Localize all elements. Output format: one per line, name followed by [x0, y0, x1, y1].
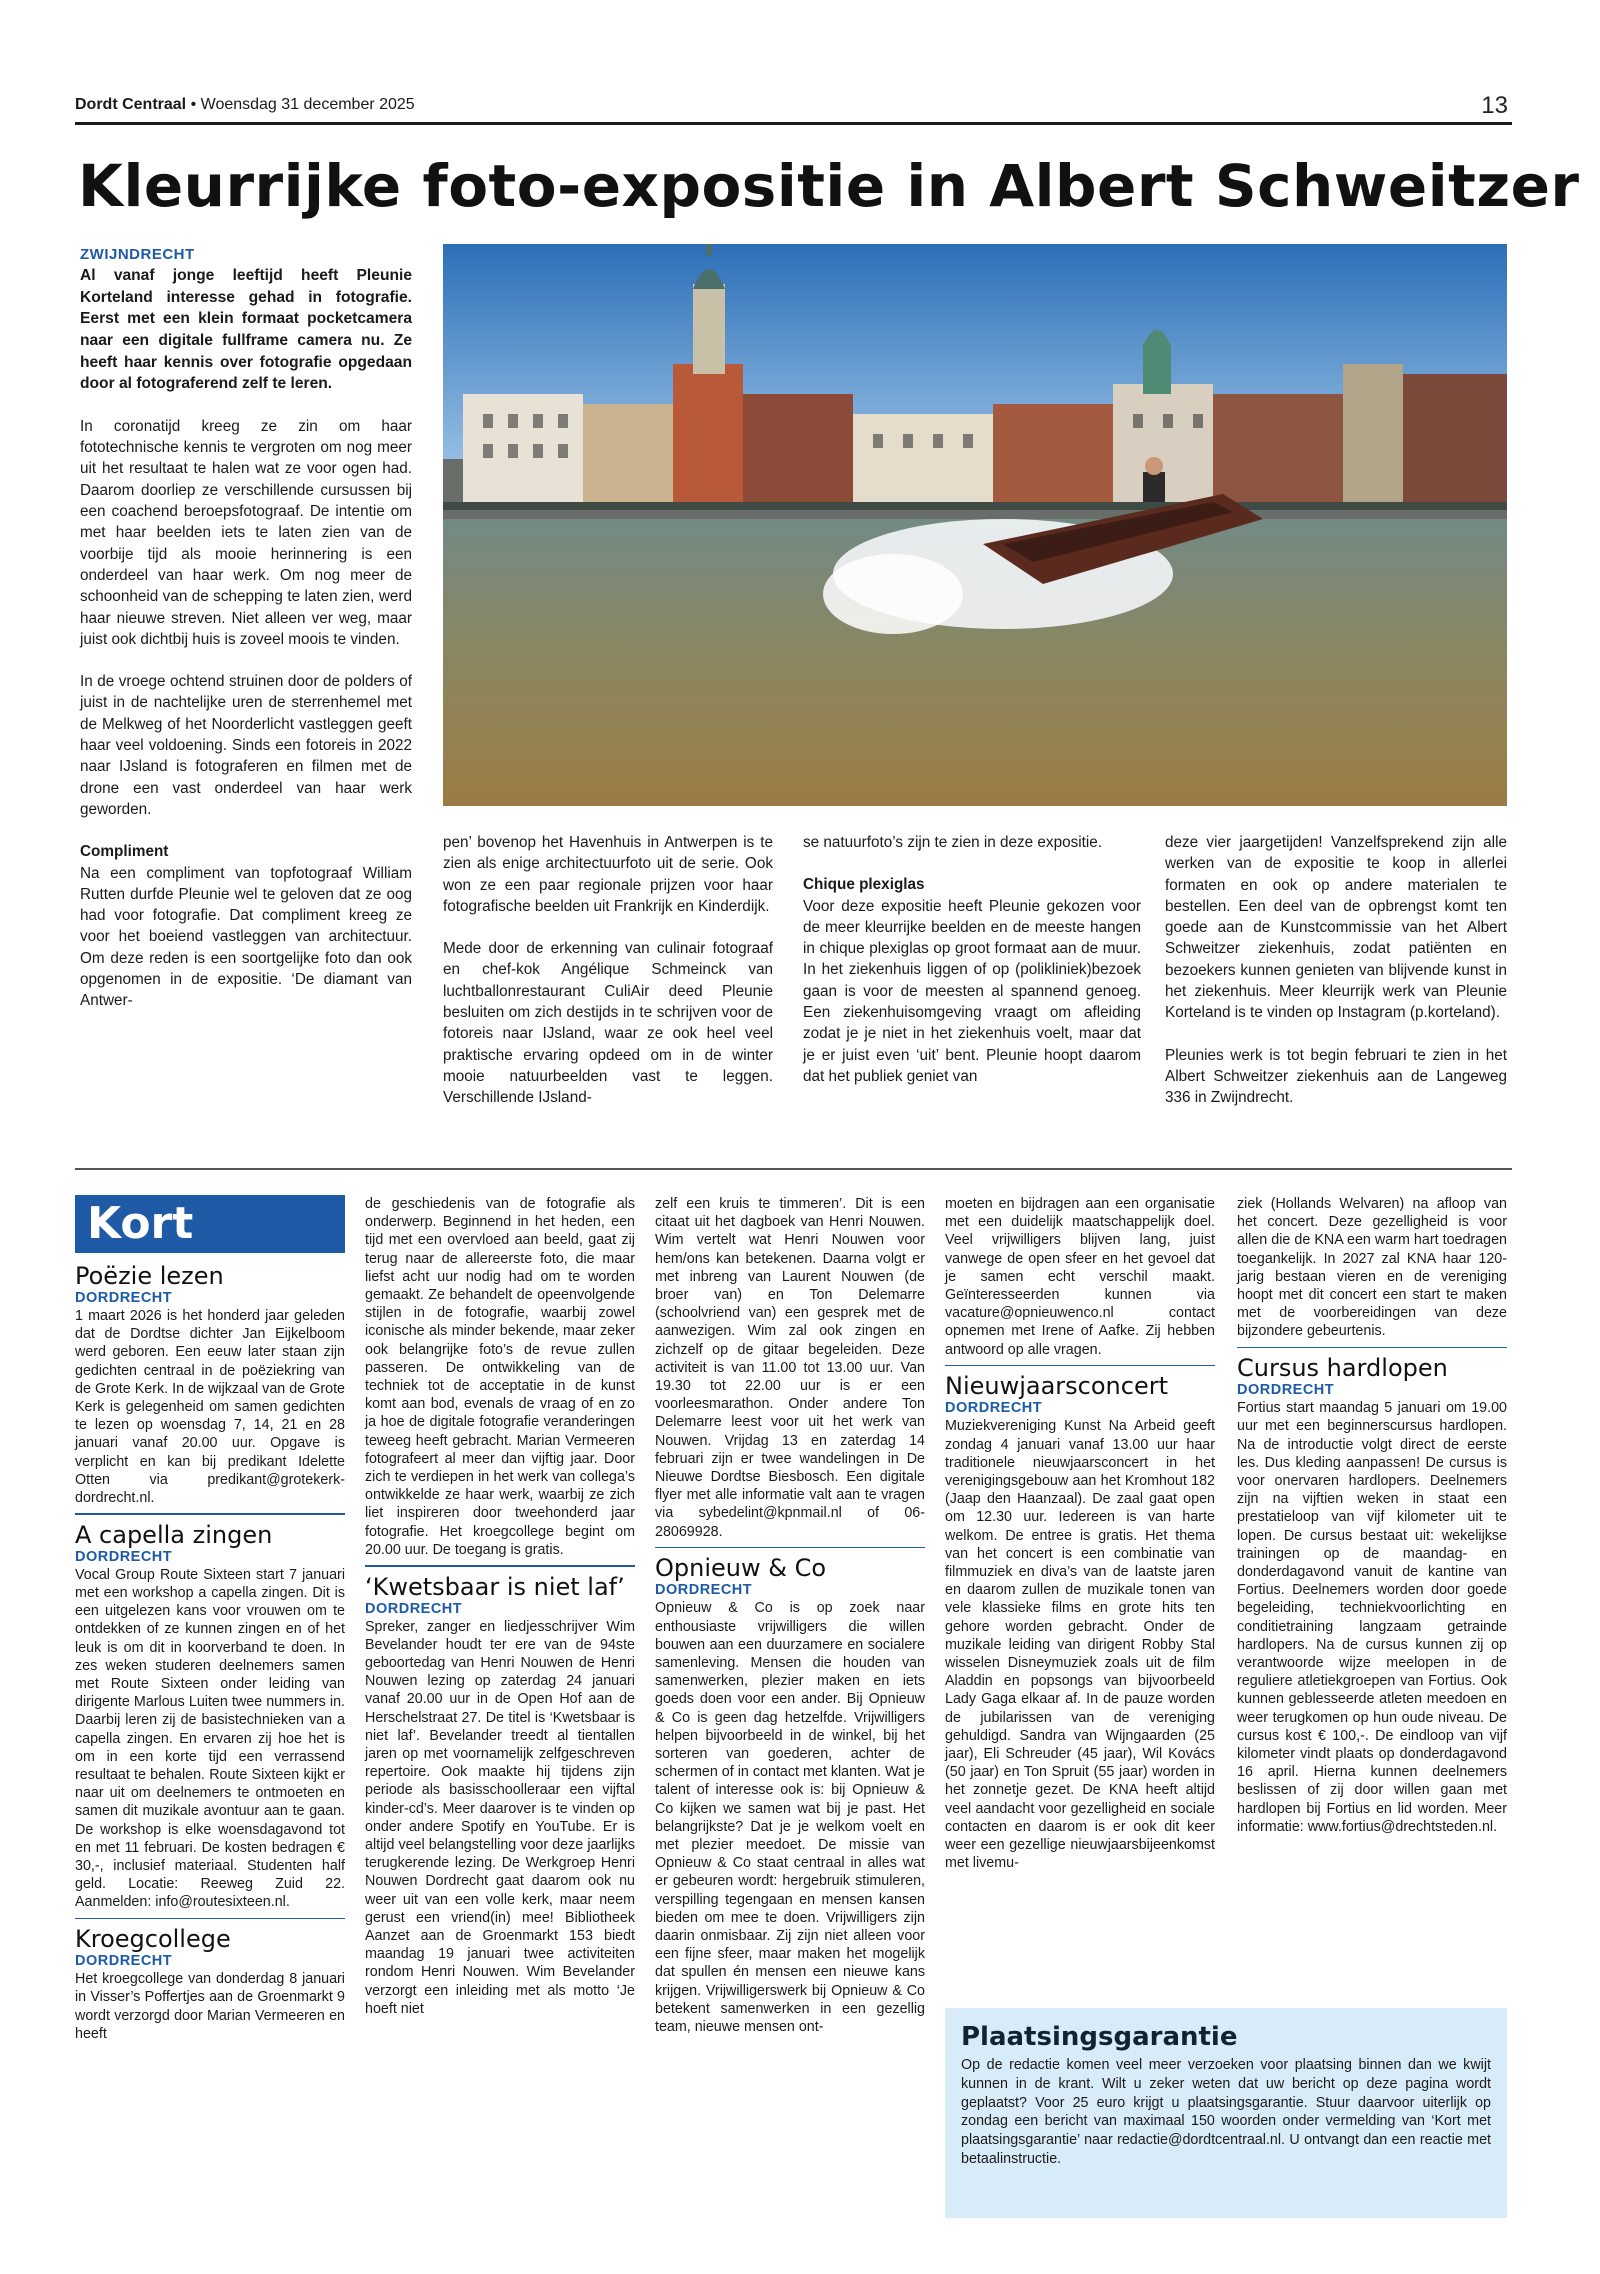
brief-place: DORDRECHT [1237, 1382, 1335, 1399]
brief-title: Nieuwjaarsconcert [945, 1372, 1169, 1401]
kort-column-4 [945, 1195, 1215, 1872]
brief-title: Opnieuw & Co [655, 1554, 827, 1583]
article-paragraph: se natuurfoto’s zijn te zien in deze expositie. [803, 834, 1103, 851]
article-paragraph: In de vroege ochtend struinen door de polders of juist in de nachtelijke uren de sterrenhemel met de Melkweg of het Noorderlicht vastleggen geeft haar veel voldoening. Sinds een fotoreis in 2022 naar IJsland is fotograferen en filmen met de drone een vast onderdeel van haar werk geworden. [80, 673, 412, 818]
header-divider [75, 122, 1512, 125]
brief-place: DORDRECHT [75, 1290, 173, 1306]
brief-text: zelf een kruis te timmeren’. Dit is een citaat uit het dagboek van Henri Nouwen. Wim vertelt wat Henri Nouwen voor hem/ons kan betekenen. Daarna volgt er met inbreng van Laurent Nouwen (de broer van) en Ton Delemarre (schoolvriend van) een gesprek met de aanwezigen. Wim zal ook zingen en zichzelf op de gitaar begeleiden. Deze activiteit is van 11.00 tot 13.00 uur. Van 19.30 tot 22.00 uur is er een voorleesmarathon. Onder andere Ton Delemarre leest voor uit het werk van Nouwen. Vrijdag 13 en zaterdag 14 februari zijn er twee wandelingen in De Nieuwe Dordtse Biesbosch. Een digitale flyer met alle informatie valt aan te vragen via sybedelint@kpnmail.nl of 06-28069928. [655, 1196, 925, 1540]
subheading-plexiglas: Chique plexiglas [803, 876, 925, 894]
brief-divider [75, 1513, 345, 1515]
article-paragraph: Voor deze expositie heeft Pleunie gekozen voor de meer kleurrijke beelden en de meeste hangen in chique plexiglas op groot formaat aan de muur. In het ziekenhuis liggen of op (polikliniek)bezoek gaan is voor de meesten al spannend genoeg. Een ziekenhuisomgeving vraagt om afleiding zodat je je niet in het ziekenhuis voelt, maar dat je er juist even ‘uit’ bent. Pleunie hoopt daarom dat het publiek geniet van [803, 897, 1141, 1085]
brief-text: Fortius start maandag 5 januari om 19.00 uur met een beginnerscursus hardlopen. Na de introductie volgt direct de eerste les. Dus kleding aanpassen! De cursus is voor onervaren hardlopers. Deelnemers zijn na vijftien weken in staat een prestatieloop van vijf kilometer uit te lopen. De cursus bestaat uit: wekelijkse trainingen op de maandag- en donderdagavond vanuit de kantine van Fortius. Deelnemers worden door goede begeleiding, techniekvoorlichting en conditietraining langzaam getrainde hardlopers. Na de cursus kunnen zij op verantwoorde wijze meelopen in de reguliere atletiekgroepen van Fortius. Ook kunnen geblesseerde atleten meedoen en weer terugkomen op hun oude niveau. De cursus kost € 100,-. De eindloop van vijf kilometer vindt plaats op donderdagavond 16 april. Hierna kunnen deelnemers beslissen of zij door willen gaan met hardlopen bij Fortius en lid worden. Meer informatie: www.fortius@drechtsteden.nl. [1237, 1400, 1507, 1835]
article-paragraph: Pleunies werk is tot begin februari te zien in het Albert Schweitzer ziekenhuis aan de Langeweg 336 in Zwijndrecht. [1165, 1046, 1507, 1107]
brief-divider [945, 1365, 1215, 1367]
subheading-compliment: Compliment [80, 843, 169, 861]
brief-place: DORDRECHT [75, 1548, 173, 1565]
brief-title: Poëzie lezen [75, 1262, 224, 1290]
kort-section-label: Kort [75, 1195, 345, 1253]
kort-column-2 [365, 1195, 635, 2018]
brief-title: A capella zingen [75, 1520, 273, 1549]
brief-divider [75, 1918, 345, 1920]
brief-title: Kroegcollege [75, 1925, 231, 1954]
brief-place: DORDRECHT [945, 1400, 1043, 1417]
brief-place: DORDRECHT [365, 1600, 463, 1617]
article-column-3 [803, 832, 1141, 1108]
brief-text: 1 maart 2026 is het honderd jaar geleden dat de Dordtse dichter Jan Eijkelboom werd geboren. Een eeuw later staan zijn gedichten centraal in de poëziekring van de Grote Kerk. In de wijkzaal van de Grote Kerk is gelegenheid om samen gedichten te lezen op woensdag 7, 14, 21 en 28 januari vanaf 20.00 uur. Opgave is verplicht en kan bij predikant Idelette Otten via predikant@grotekerk-dordrecht.nl. [75, 1308, 345, 1507]
section-divider [75, 1168, 1512, 1170]
placement-guarantee-title: Plaatsingsgarantie [961, 2022, 1238, 2052]
article-paragraph: Na een compliment van topfotograaf William Rutten durfde Pleunie wel te geloven dat ze oog had voor fotografie. Dat compliment kreeg ze voor het boeiend vastleggen van architectuur. Om deze reden is een soortgelijke foto dan ook opgenomen in de expositie. ‘De diamant van Antwer- [80, 864, 412, 1010]
kort-column-5 [1237, 1195, 1507, 1836]
article-column-2 [443, 832, 773, 1130]
brief-text: Het kroegcollege van donderdag 8 januari in Visser’s Poffertjes aan de Groenmarkt 9 wordt verzorgd door Marian Vermeeren en heeft [75, 1971, 345, 2042]
placement-guarantee-text: Op de redactie komen veel meer verzoeken voor plaatsing binnen dan we kwijt kunnen in de krant. Wilt u zeker weten dat uw bericht op deze pagina wordt geplaatst? Voor 25 euro krijgt u plaatsingsgarantie. Stuur daarvoor uiterlijk op zondag een bericht van maximaal 150 woorden onder vermelding van ‘Kort met plaatsingsgarantie’ naar redactie@dordtcentraal.nl. U ontvangt dan een reactie met betaalinstructie. [961, 2057, 1491, 2167]
brief-text: moeten en bijdragen aan een organisatie met een duidelijk maatschappelijk doel. Veel vrijwilligers blijven lang, juist vanwege de open sfeer en het gevoel dat je samen echt verschil maakt. Geïnteresseerden kunnen via vacature@opnieuwenco.nl contact opnemen met Irene of Aafke. Zij hebben antwoord op alle vragen. [945, 1196, 1215, 1358]
brief-text: Opnieuw & Co is op zoek naar enthousiaste vrijwilligers die willen bouwen aan een duurzamere en socialere samenleving. Mensen die houden van samenwerken, plezier maken en iets goeds doen voor een ander. Bij Opnieuw & Co is geen dag hetzelfde. Vrijwilligers helpen bijvoorbeeld in de winkel, bij het sorteren van goederen, achter de schermen of in contact met klanten. Wat je talent of interesse ook is: bij Opnieuw & Co kijken we samen wat bij je past. Het belangrijkste? Dat je je welkom voelt en met plezier meedoet. De missie van Opnieuw & Co staat centraal in alles wat er gebeuren wordt: hergebruik stimuleren, verspilling tegengaan en mensen kansen bieden om mee te doen. Vrijwilligers zijn daarin onmisbaar. Zij zijn niet alleen voor een fijne sfeer, maar maken het mogelijk dat spullen én mensen een nieuwe kans krijgen. Vrijwilligerswerk bij Opnieuw & Co betekent samenwerken in een gezellig team, nieuwe mensen ont- [655, 1600, 925, 2036]
brief-text: de geschiedenis van de fotografie als onderwerp. Beginnend in het heden, een tijd met een overvloed aan beeld, gaat zij terug naar de allereerste foto, die maar liefst acht uur nodig had om te worden gemaakt. Ze behandelt de opeenvolgende stijlen in de fotografie, waarbij zowel iconische als minder bekende, maar zeker ook belangrijke foto’s de revue zullen passeren. De ontwikkeling van de techniek tot de acceptatie in de kunst komt aan bod, evenals de vraag of en zo ja hoe de digitale fotografie veranderingen teweeg heeft gebracht. Marian Vermeeren fotografeert al meer dan vijftig jaar. Door zich te verdiepen in het werk van collega’s ontwikkelde ze haar werk, waarbij ze zich liet inspireren door tweehonderd jaar fotografie. Het kroegcollege begint om 20.00 uur. De toegang is gratis. [365, 1196, 635, 1558]
paper-name: Dordt Centraal [75, 96, 187, 113]
page-number: 13 [1481, 92, 1508, 119]
brief-divider [1237, 1347, 1507, 1349]
placement-guarantee-box [945, 2008, 1507, 2218]
article-headline: Kleurrijke foto-expositie in Albert Schweitzer [78, 152, 1580, 220]
article-photo-dordrecht-riverfront-boat [443, 244, 1507, 806]
kort-column-3 [655, 1195, 925, 2036]
article-column-1 [80, 244, 412, 1033]
brief-text: Vocal Group Route Sixteen start 7 januari met een workshop a capella zingen. Dit is een uitgelezen kans voor vrouwen om te ontdekken of ze kunnen zingen en of het leuk is om dit in koorverband te doen. In zes weken studeren deelnemers samen met Route Sixteen onder leiding van dirigente Marlous Luiten twee nummers in. Daarbij leren zij de basistechnieken van a capella zingen. En ervaren zij hoe het is om in een korte tijd een verrassend resultaat te behalen. Route Sixteen kijkt er naar uit om deelnemers te ontmoeten en samen dit muzikale avontuur aan te gaan. De workshop is elke woensdagavond tot en met 11 februari. De kosten bedragen € 30,-, inclusief materiaal. Studenten half geld. Locatie: Reeweg Zuid 22. Aanmelden: info@routesixteen.nl. [75, 1566, 345, 1911]
brief-divider [365, 1565, 635, 1567]
brief-title: Cursus hardlopen [1237, 1354, 1448, 1383]
article-intro: Al vanaf jonge leeftijd heeft Pleunie Korteland interesse gehad in fotografie. Eerst met een klein formaat pocketcamera naar een digitale fullframe camera nu. Ze heeft haar kennis over fotografie opgedaan door al fotograferend zelf te leren. [80, 267, 412, 393]
brief-divider [655, 1547, 925, 1549]
header-paper-date: Dordt Centraal • Woensdag 31 december 2025 [75, 96, 415, 113]
article-paragraph: deze vier jaargetijden! Vanzelfsprekend zijn alle werken van de expositie te koop in allerlei formaten en ook op andere materialen te bestellen. Een deel van de opbrengst komt ten goede aan de Kunstcommissie van het Albert Schweitzer ziekenhuis, zodat patiënten en bezoekers kunnen genieten van blijvende kunst in het ziekenhuis. Meer kleurrijk werk van Pleunie Korteland is te vinden op Instagram (p.korteland). [1165, 834, 1507, 1022]
issue-date: Woensdag 31 december 2025 [200, 96, 415, 113]
article-paragraph: pen’ bovenop het Havenhuis in Antwerpen is te zien als enige architectuurfoto uit de serie. Ook won ze een paar regionale prijzen voor haar fotografische beelden uit Frankrijk en Kinderdijk. [443, 834, 773, 915]
article-column-4 [1165, 832, 1507, 1130]
article-place: ZWIJNDRECHT [80, 246, 195, 263]
brief-title: ‘Kwetsbaar is niet laf’ [365, 1572, 625, 1601]
article-paragraph: Mede door de erkenning van culinair fotograaf en chef-kok Angélique Schmeinck van luchtballonrestaurant CuliAir deed Pleunie besluiten om zich destijds in te schrijven voor de fotoreis naar IJsland, waar ze ook heel veel praktische ervaring opdeed om in de winter mooie natuurbeelden vast te leggen. Verschillende IJsland- [443, 940, 773, 1107]
brief-text: Muziekvereniging Kunst Na Arbeid geeft zondag 4 januari vanaf 13.00 uur haar traditionele nieuwjaarsconcert in het verenigingsgebouw aan het Kromhout 182 (Jaap den Haanzaal). De zaal gaat open om 12.30 uur. Iedereen is van harte welkom. De entree is gratis. Het thema van het concert is een combinatie van filmmuziek en diva’s van de laatste jaren en daarom zullen de muzikale tonen van vele klassieke films en grote hits ten gehore worden gebracht. Onder de muzikale leiding van dirigent Robby Stal wisselen Disneymuziek zoals uit de film Aladdin en popsongs van bijvoorbeeld Lady Gaga elkaar af. In de pauze worden de jubilarissen van de vereniging gehuldigd. Sandra van Wijngaarden (25 jaar), Eli Schreuder (45 jaar), Wil Kovács (50 jaar) en Ton Spruit (55 jaar) worden in het zonnetje gezet. De KNA heeft altijd veel aandacht voor gezelligheid en sociale contacten en daarom is er ook dit keer weer een gezellige nieuwjaarsbijeenkomst met livemu- [945, 1418, 1215, 1872]
brief-text: Spreker, zanger en liedjesschrijver Wim Bevelander houdt ter ere van de 94ste geboortedag van Henri Nouwen de Henri Nouwen lezing op zaterdag 24 januari vanaf 20.00 uur in de Open Hof aan de Herschelstraat 27. De titel is ‘Kwetsbaar is niet laf’. Bevelander treedt al tientallen jaren op met voornamelijk zelfgeschreven repertoire. Ook maakte hij tijdens zijn periode als basisschoolleraar een vijftal kinder-cd’s. Meer daarover is te vinden op onder andere Spotify en YouTube. Er is altijd veel belangstelling voor deze jaarlijks terugkerende lezing. De Werkgroep Henri Nouwen Dordrecht gaat daarom ook nu weer uit van een volle kerk, maar neem gerust een vriend(in) mee! Bibliotheek Aanzet aan de Groenmarkt 153 biedt maandag 19 januari twee activiteiten rondom Henri Nouwen. Wim Bevelander verzorgt een inleiding met als motto ‘Je hoeft niet [365, 1618, 635, 2017]
kort-column-1 [75, 1262, 345, 2043]
brief-place: DORDRECHT [655, 1582, 753, 1599]
article-paragraph: In coronatijd kreeg ze zin om haar fototechnische kennis te vergroten om nog meer uit het resultaat te halen wat ze voor ogen had. Daarom doorliep ze verschillende cursussen bij een coachend beroepsfotograaf. De intentie om met haar beelden iets te laten zien van de voorbije tijd als mooie herinnering is een onderdeel van haar werk. Om nog meer de schoonheid van de schepping te laten zien, werd haar nieuwe streven. Niet alleen ver weg, maar juist ook dichtbij huis is zoveel moois te vinden. [80, 417, 412, 648]
brief-place: DORDRECHT [75, 1953, 173, 1970]
brief-text: ziek (Hollands Welvaren) na afloop van het concert. Deze gezelligheid is voor allen die de KNA een warm hart toedragen toegankelijk. In 2027 zal KNA haar 120-jarig bestaan vieren en de vereniging hoopt met dit concert een start te maken met de voorbereidingen van deze bijzondere gebeurtenis. [1237, 1196, 1507, 1340]
